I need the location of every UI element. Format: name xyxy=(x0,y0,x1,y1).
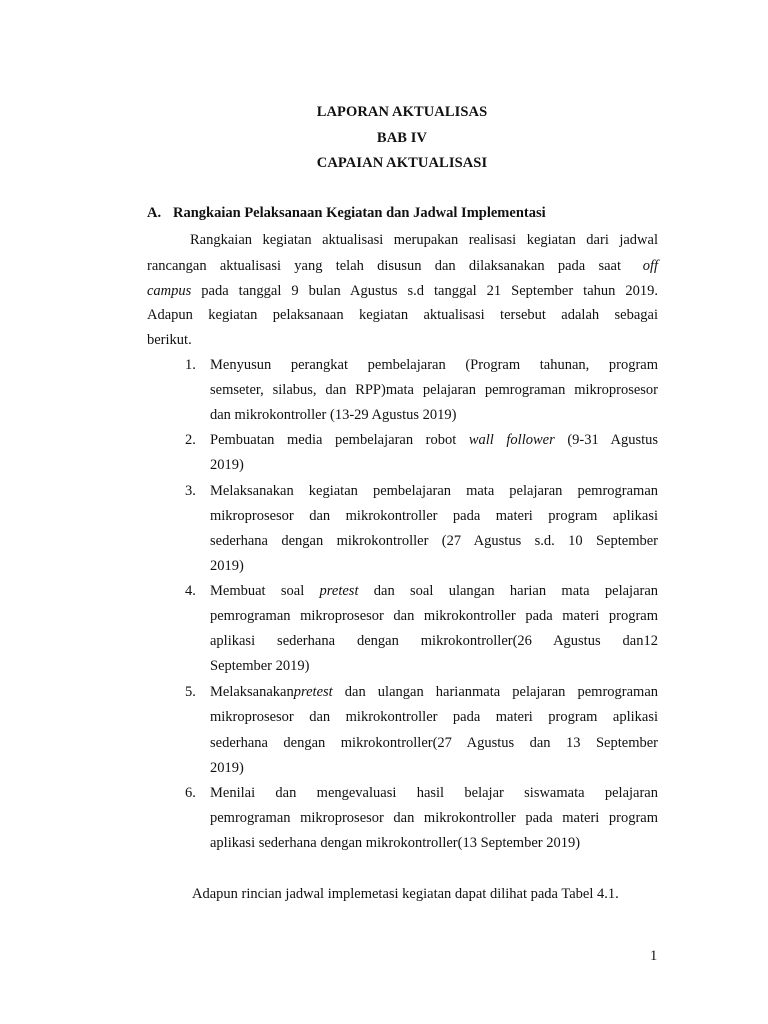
list-item-2-text-c: (9-31 Agustus xyxy=(567,432,659,448)
list-item-4-text-a: Membuat soal xyxy=(210,583,305,599)
list-item-3-line-2: mikroprosesor dan mikrokontroller pada materi program aplikasi xyxy=(210,508,658,524)
section-title: Rangkaian Pelaksanaan Kegiatan dan Jadwal Implementasi xyxy=(173,205,546,221)
list-item-5-line-4: 2019) xyxy=(210,760,244,776)
list-item-2-text-a: Pembuatan media pembelajaran robot xyxy=(210,432,457,448)
list-item-4-italic: pretest xyxy=(319,583,359,599)
list-item-4-line-4: September 2019) xyxy=(210,658,310,674)
list-item-2-line-2: 2019) xyxy=(210,457,244,473)
list-item-5-text-a: Melaksanakan xyxy=(210,684,294,700)
list-item-1-line-2: semseter, silabus, dan RPP)mata pelajaran pemrograman mikroprosesor xyxy=(210,382,658,398)
list-item-3-line-1: Melaksanakan kegiatan pembelajaran mata pelajaran pemrograman xyxy=(210,483,658,499)
list-item-5-line-1 xyxy=(210,682,658,702)
intro-line-3 xyxy=(147,281,658,301)
list-item-1-line-1: Menyusun perangkat pembelajaran (Program tahunan, program xyxy=(210,357,658,373)
intro-line-2-text: rancangan aktualisasi yang telah disusun dan dilaksanakan pada saat xyxy=(147,258,621,274)
chapter-title: CAPAIAN AKTUALISASI xyxy=(316,155,488,171)
report-title: LAPORAN AKTUALISAS xyxy=(316,104,488,120)
list-item-number: 5. xyxy=(185,684,196,700)
list-item-2-line-1 xyxy=(210,430,658,450)
section-letter: A. xyxy=(147,205,162,221)
list-item-3-line-3: sederhana dengan mikrokontroller (27 Agustus s.d. 10 September xyxy=(210,533,658,549)
intro-line-2 xyxy=(147,256,658,276)
list-item-4-text-c: dan soal ulangan harian mata pelajaran xyxy=(373,583,659,599)
page-number: 1 xyxy=(650,948,658,964)
list-item-number: 3. xyxy=(185,483,196,499)
list-item-number: 1. xyxy=(185,357,196,373)
intro-line-5: berikut. xyxy=(147,332,192,348)
list-item-3-line-4: 2019) xyxy=(210,558,244,574)
intro-line-1: Rangkaian kegiatan aktualisasi merupakan realisasi kegiatan dari jadwal xyxy=(190,232,658,248)
list-item-6-line-1: Menilai dan mengevaluasi hasil belajar siswamata pelajaran xyxy=(210,785,658,801)
closing-sentence: Adapun rincian jadwal implemetasi kegiatan dapat dilihat pada Tabel 4.1. xyxy=(192,886,619,902)
chapter-label: BAB IV xyxy=(376,130,428,146)
list-item-2-italic: wall follower xyxy=(468,432,555,448)
list-item-4-line-3: aplikasi sederhana dengan mikrokontroller(26 Agustus dan12 xyxy=(210,633,658,649)
list-item-number: 2. xyxy=(185,432,196,448)
list-item-5-line-2: mikroprosesor dan mikrokontroller pada materi program aplikasi xyxy=(210,709,658,725)
list-item-4-line-1 xyxy=(210,581,658,601)
list-item-number: 6. xyxy=(185,785,196,801)
section-heading xyxy=(147,203,546,223)
list-item-6-line-2: pemrograman mikroprosesor dan mikrokontroller pada materi program xyxy=(210,810,658,826)
intro-campus-italic: campus xyxy=(147,283,192,299)
list-item-5-text-c: dan ulangan harianmata pelajaran pemrograman xyxy=(344,684,659,700)
intro-off-campus-italic: off xyxy=(642,258,658,274)
intro-line-4: Adapun kegiatan pelaksanaan kegiatan aktualisasi tersebut adalah sebagai xyxy=(147,307,658,323)
list-item-1-line-3: dan mikrokontroller (13-29 Agustus 2019) xyxy=(210,407,457,423)
list-item-5-italic: pretest xyxy=(293,684,333,700)
intro-line-3-text: pada tanggal 9 bulan Agustus s.d tanggal 21 September tahun 2019. xyxy=(191,283,658,299)
list-item-5-line-3: sederhana dengan mikrokontroller(27 Agustus dan 13 September xyxy=(210,735,658,751)
list-item-number: 4. xyxy=(185,583,196,599)
list-item-6-line-3: aplikasi sederhana dengan mikrokontroller(13 September 2019) xyxy=(210,835,581,851)
list-item-4-line-2: pemrograman mikroprosesor dan mikrokontroller pada materi program xyxy=(210,608,658,624)
